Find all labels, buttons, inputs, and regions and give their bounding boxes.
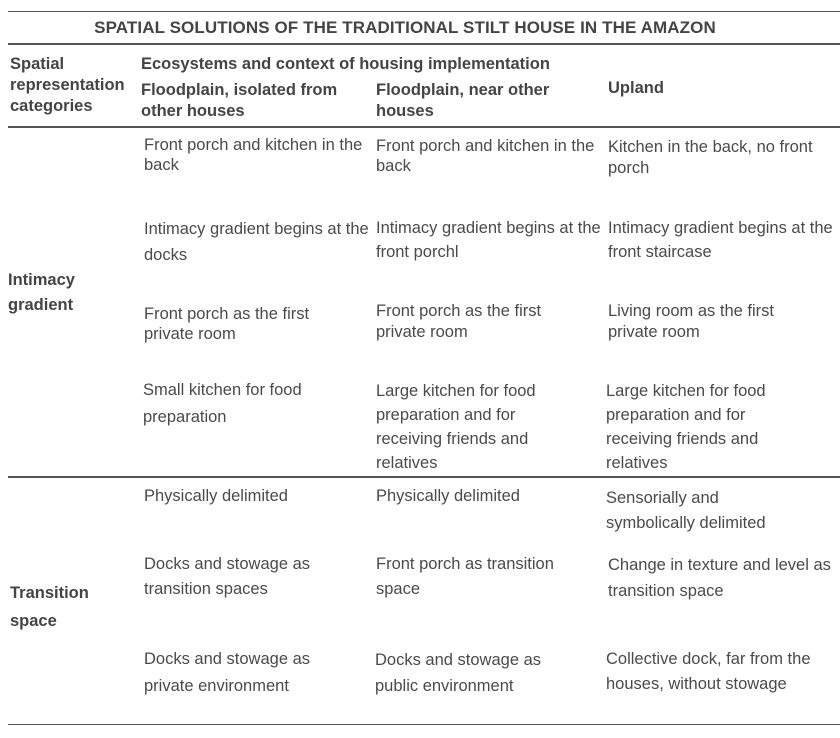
table-cell: Kitchen in the back, no front porch (608, 138, 813, 177)
ecosystems-header: Ecosystems and context of housing implementation (141, 55, 550, 73)
column-header-floodplain-near: Floodplain, near other houses (376, 81, 550, 120)
table-cell: Large kitchen for food preparation and for receiving friends and relatives (606, 382, 766, 472)
categories-header: Spatial representation categories (10, 55, 125, 115)
table-cell: Docks and stowage as public environment (375, 651, 542, 695)
section-category-transition-space: Transition space (10, 584, 89, 630)
table-title: SPATIAL SOLUTIONS OF THE TRADITIONAL STILT HOUSE IN THE AMAZON (94, 18, 716, 37)
table-cell: Physically delimited (144, 487, 288, 505)
table-cell: Front porch as transition space (376, 555, 554, 598)
table-cell: Front porch and kitchen in the back (376, 137, 595, 175)
header-rule (8, 126, 840, 128)
table-cell: Sensorially and symbolically delimited (606, 489, 766, 532)
column-header-floodplain-isolated: Floodplain, isolated from other houses (141, 81, 338, 120)
table-cell: Docks and stowage as transition spaces (144, 555, 311, 598)
table-cell: Front porch and kitchen in the back (144, 136, 363, 174)
table-cell: Physically delimited (376, 487, 520, 505)
table-cell: Intimacy gradient begins at the docks (144, 220, 369, 264)
table-cell: Front porch as the first private room (376, 302, 542, 341)
table-cell: Intimacy gradient begins at the front staircase (608, 219, 833, 261)
table-cell: Small kitchen for food preparation (143, 381, 302, 426)
table-cell: Front porch as the first private room (144, 305, 310, 343)
table-cell: Living room as the first private room (608, 302, 774, 341)
column-header-upland: Upland (608, 79, 664, 97)
section-rule (8, 476, 840, 478)
section-category-intimacy-gradient: Intimacy gradient (8, 271, 75, 314)
table-cell: Intimacy gradient begins at the front porchl (376, 219, 601, 261)
table-cell: Collective dock, far from the houses, without stowage (606, 650, 811, 693)
table-cell: Change in texture and level as transition space (608, 556, 831, 600)
table-cell: Docks and stowage as private environment (144, 650, 311, 695)
bottom-rule (8, 724, 840, 725)
title-rule (8, 43, 840, 45)
table-cell: Large kitchen for food preparation and for receiving friends and relatives (376, 382, 536, 472)
top-rule (8, 11, 840, 12)
